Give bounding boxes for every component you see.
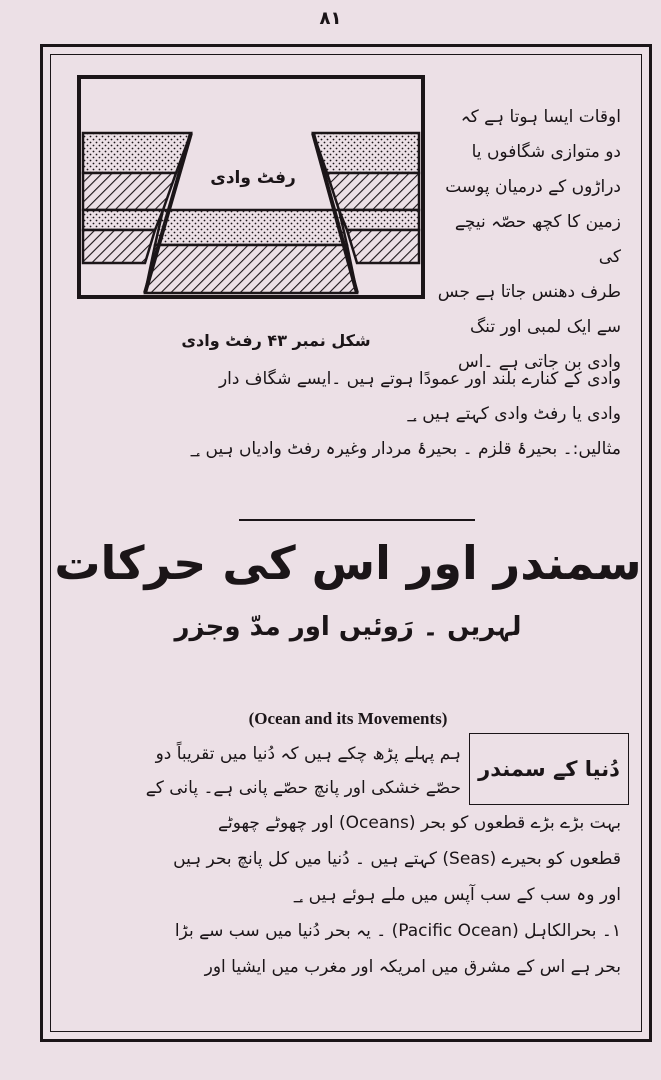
right-block-hatched-layer bbox=[327, 173, 419, 210]
page-inner-border bbox=[50, 54, 642, 1032]
intro-paragraph bbox=[75, 737, 461, 805]
text-line: بہت بڑے بڑے قطعوں کو بحر (Oceans) اور چھوٹے چھوٹے bbox=[218, 813, 621, 833]
figure-caption: شکل نمبر ۴۳ رفٹ وادی bbox=[181, 331, 371, 350]
topic-box: دُنیا کے سمندر bbox=[469, 733, 629, 805]
section-divider bbox=[239, 519, 475, 521]
right-block-top-layer bbox=[313, 133, 419, 173]
text-line: ہم پہلے پڑھ چکے ہیں کہ دُنیا میں تقریباً دو bbox=[155, 744, 461, 764]
section-heading: سمندر اور اس کی حرکات bbox=[54, 536, 642, 590]
examples-line: مثالیں:۔ بحیرۂ قلزم ۔ بحیرۂ مردار وغیرہ رفٹ وادیاں ہیں ؀ bbox=[190, 439, 621, 459]
right-block-dotted-layer bbox=[339, 210, 419, 230]
text-line: طرف دھنس جاتا ہے جس bbox=[437, 282, 621, 302]
body-paragraph bbox=[75, 805, 621, 985]
text-line: بحر ہے اس کے مشرق میں امریکہ اور مغرب میں ایشیا اور bbox=[204, 957, 621, 977]
left-block-bottom-layer bbox=[83, 230, 155, 263]
english-heading: (Ocean and its Movements) bbox=[248, 709, 448, 728]
text-line: زمین کا کچھ حصّہ نیچے کی bbox=[454, 212, 621, 267]
rift-valley-label: رفٹ وادی bbox=[210, 168, 296, 188]
text-line: دو متوازی شگافوں یا bbox=[471, 142, 621, 162]
sunken-block-dotted-layer bbox=[155, 210, 347, 245]
page-number: ٨١ bbox=[319, 8, 342, 29]
text-line: وادی کے کنارے بلند اور عمودًا ہوتے ہیں ۔ایسے شگاف دار bbox=[218, 369, 621, 389]
text-line: ١۔ بحرالکاہل (Pacific Ocean) ۔ یہ بحر دُنیا میں سب سے بڑا bbox=[174, 921, 621, 941]
section-subheading: لہریں ۔ رَوئیں اور مدّ وجزر bbox=[174, 612, 522, 642]
text-line: اوقات ایسا ہوتا ہے کہ bbox=[460, 107, 621, 127]
text-line: حصّے خشکی اور پانچ حصّے پانی ہے۔ پانی کے bbox=[145, 778, 461, 798]
rift-valley-figure bbox=[71, 75, 429, 350]
text-line: قطعوں کو بحیرے (Seas) کہتے ہیں ۔ دُنیا میں کل پانچ بحر ہیں bbox=[173, 849, 621, 869]
text-line: دراڑوں کے درمیان پوست bbox=[445, 177, 621, 197]
rift-valley-diagram bbox=[71, 75, 429, 315]
left-block-hatched-layer bbox=[83, 173, 176, 210]
rift-paragraph bbox=[75, 362, 621, 467]
page-frame bbox=[40, 44, 652, 1042]
text-line: سے ایک لمبی اور تنگ bbox=[469, 317, 621, 337]
text-line: وادی بن جاتی ہے ۔اس bbox=[457, 352, 621, 372]
text-line: وادی یا رفٹ وادی کہتے ہیں ؀ bbox=[406, 404, 621, 424]
text-line: اور وہ سب کے سب آپس میں ملے ہوئے ہیں ؀ bbox=[293, 885, 621, 905]
sunken-block-hatched-layer bbox=[145, 245, 357, 293]
left-block-dotted-layer bbox=[83, 210, 163, 230]
side-paragraph bbox=[433, 100, 621, 380]
left-block-top-layer bbox=[83, 133, 191, 173]
right-block-bottom-layer bbox=[347, 230, 419, 263]
